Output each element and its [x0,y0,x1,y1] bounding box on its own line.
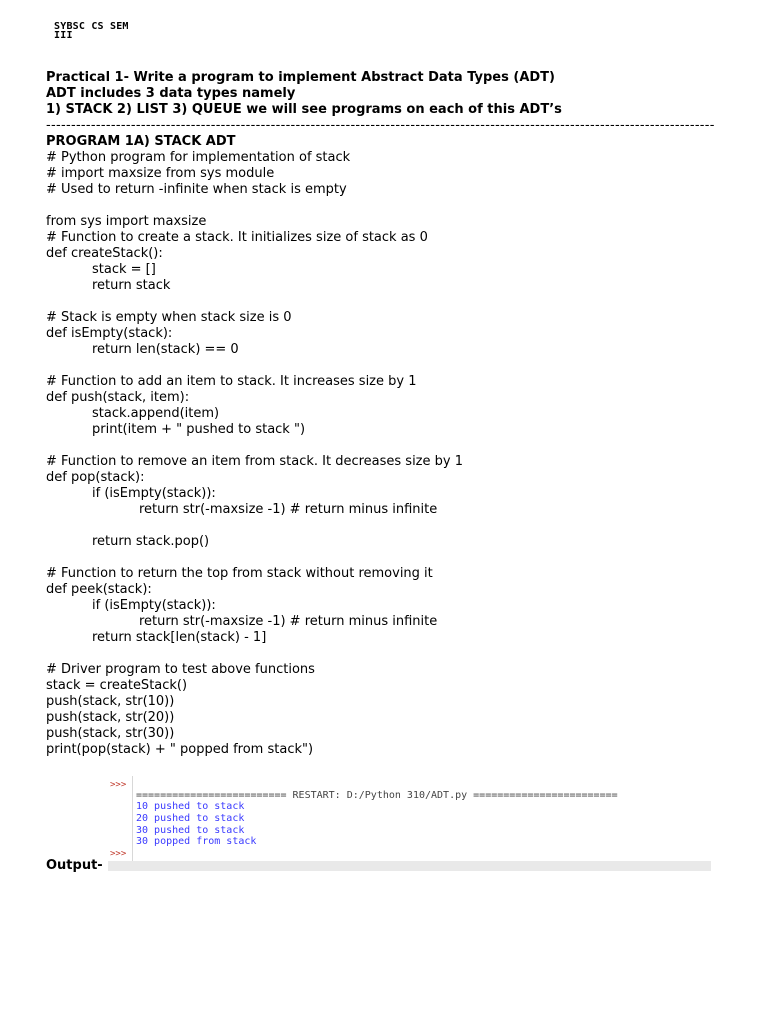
shell-gutter [108,776,133,861]
code-line: def createStack(): [46,246,163,261]
blank-line [46,294,726,310]
blank-line [46,518,726,534]
code-line: # import maxsize from sys module [46,166,275,181]
shell-prompt: >>> [110,780,127,790]
code-line: return stack [92,278,171,293]
code-line: stack = [] [92,262,156,277]
course-header: SYBSC CS SEM III [54,21,129,41]
blank-line [46,438,726,454]
code-line: stack = createStack() [46,678,188,693]
code-line: # Driver program to test above functions [46,662,315,677]
divider-line: -------------------------------------------------------------------------------------------------------------------------------------- [46,118,715,133]
code-line: if (isEmpty(stack)): [92,598,216,613]
code-line: from sys import maxsize [46,214,207,229]
blank-line [46,646,726,662]
blank-line [46,550,726,566]
shell-output-line: 30 pushed to stack [136,825,245,836]
practical-title: Practical 1- Write a program to implement Abstract Data Types (ADT) [46,70,555,85]
code-line: def pop(stack): [46,470,145,485]
code-line: push(stack, str(10)) [46,694,175,709]
shell-prompt: >>> [110,849,127,859]
code-line: def peek(stack): [46,582,152,597]
code-line: stack.append(item) [92,406,220,421]
program-heading: PROGRAM 1A) STACK ADT [46,134,236,149]
shell-output-line: 20 pushed to stack [136,813,245,824]
shell-output-line: 10 pushed to stack [136,801,245,812]
document-body [46,70,726,758]
code-line: if (isEmpty(stack)): [92,486,216,501]
code-line: # Used to return -infinite when stack is empty [46,182,347,197]
python-shell-output [108,776,711,871]
code-line: return str(-maxsize -1) # return minus infinite [139,614,438,629]
code-line: # Function to add an item to stack. It increases size by 1 [46,374,417,389]
shell-restart-line: ========================= RESTART: D:/Python 310/ADT.py ======================== [136,790,618,801]
shell-output-line: 30 popped from stack [136,836,257,847]
code-line: # Function to return the top from stack without removing it [46,566,433,581]
adt-list: 1) STACK 2) LIST 3) QUEUE we will see programs on each of this ADT’s [46,102,562,117]
code-line: return str(-maxsize -1) # return minus infinite [139,502,438,517]
code-line: # Function to remove an item from stack. It decreases size by 1 [46,454,463,469]
code-line: return stack[len(stack) - 1] [92,630,267,645]
code-line: # Stack is empty when stack size is 0 [46,310,292,325]
adt-intro: ADT includes 3 data types namely [46,86,296,101]
code-line: # Function to create a stack. It initializes size of stack as 0 [46,230,428,245]
code-line: push(stack, str(20)) [46,710,175,725]
code-line: def isEmpty(stack): [46,326,173,341]
code-line: return len(stack) == 0 [92,342,239,357]
blank-line [46,358,726,374]
code-line: print(pop(stack) + " popped from stack") [46,742,314,757]
code-line: # Python program for implementation of stack [46,150,351,165]
code-line: def push(stack, item): [46,390,190,405]
shell-scrollbar[interactable] [108,861,711,871]
code-line: print(item + " pushed to stack ") [92,422,306,437]
code-line: return stack.pop() [92,534,210,549]
output-label: Output- [46,858,103,873]
code-line: push(stack, str(30)) [46,726,175,741]
blank-line [46,198,726,214]
